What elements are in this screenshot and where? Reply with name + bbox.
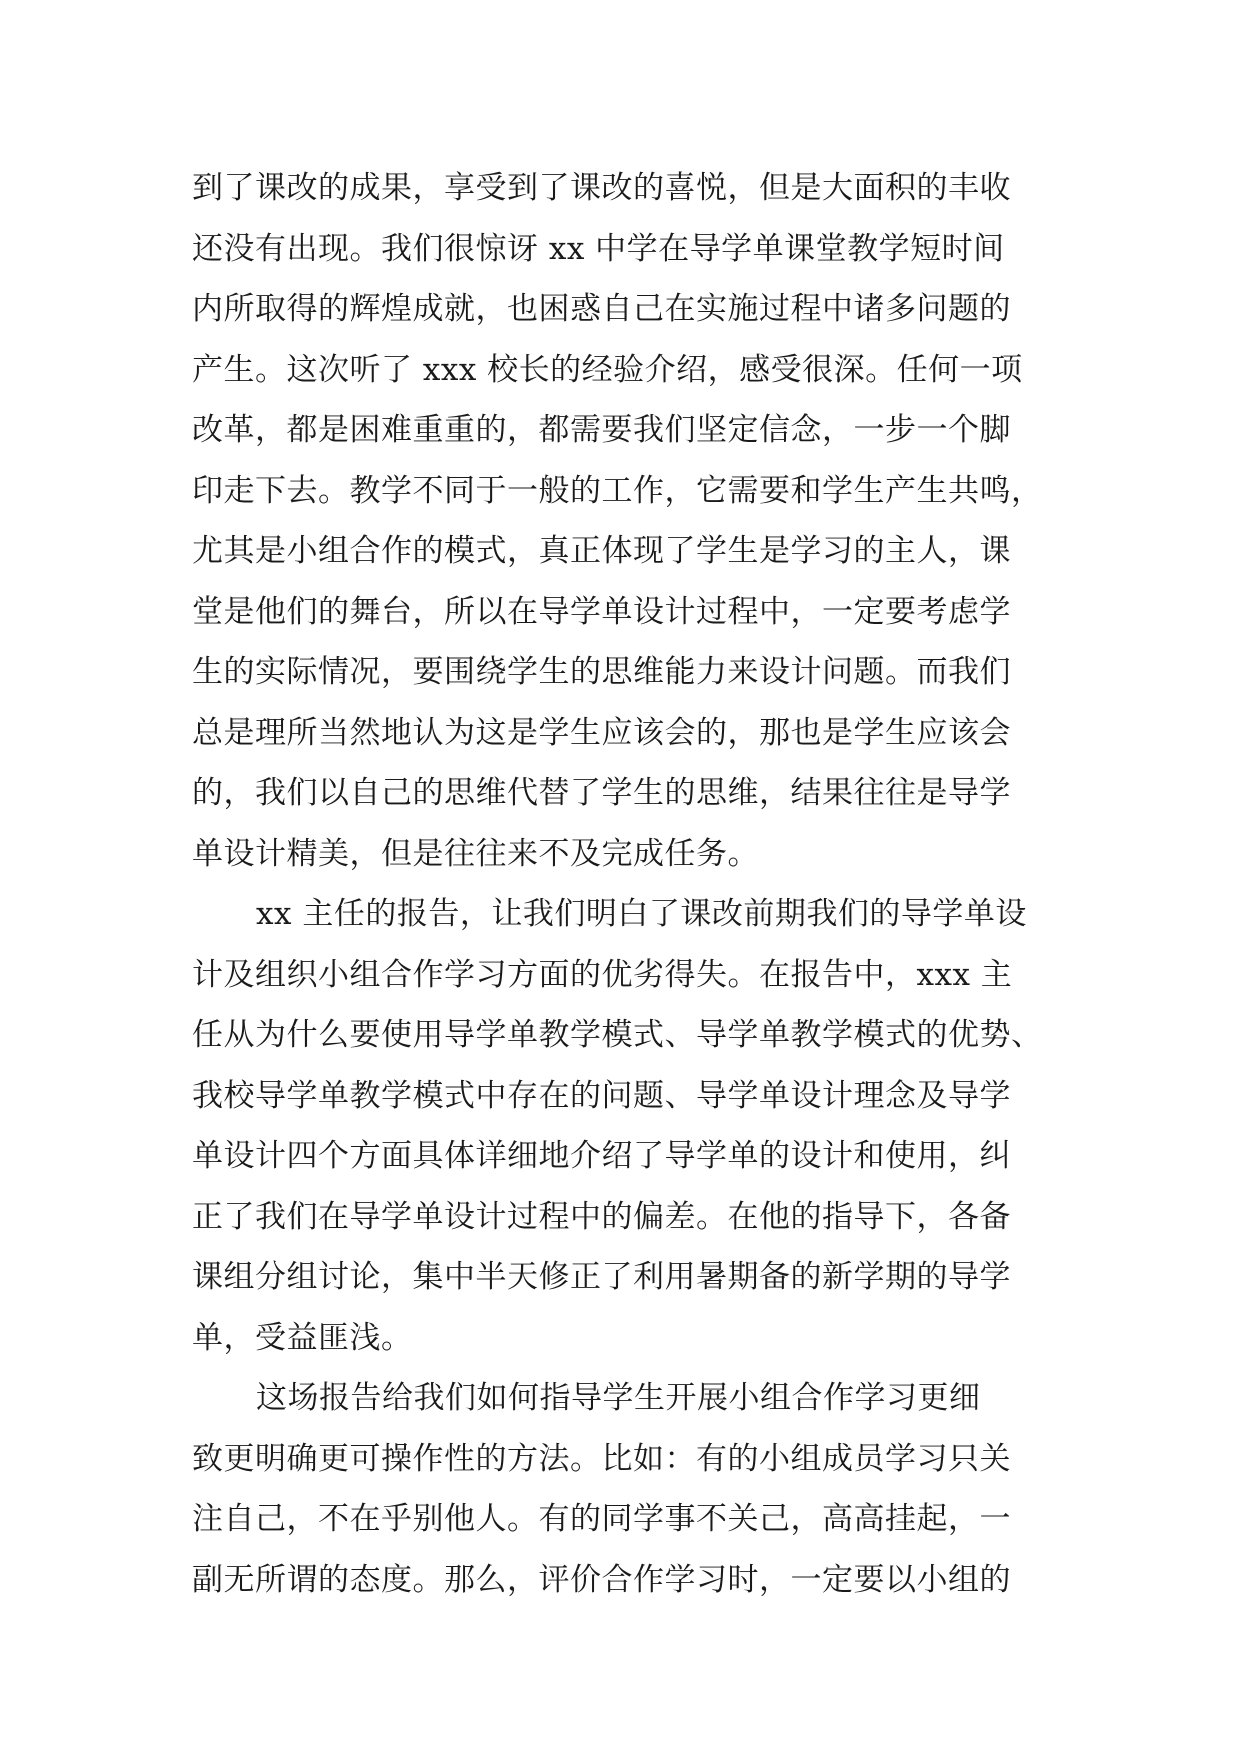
text-line: 单设计精美，但是往往来不及完成任务。 bbox=[192, 835, 759, 872]
text-line: 单，受益匪浅。 bbox=[192, 1319, 413, 1356]
text-line: 副无所谓的态度。那么，评价合作学习时，一定要以小组的 bbox=[192, 1561, 1011, 1598]
text-line: 单设计四个方面具体详细地介绍了导学单的设计和使用，纠 bbox=[192, 1138, 1011, 1174]
text-line: 总是理所当然地认为这是学生应该会的，那也是学生应该会 bbox=[192, 714, 1011, 751]
text-line: 课组分组讨论，集中半天修正了利用暑期备的新学期的导学 bbox=[192, 1259, 1011, 1295]
text-line: 我校导学单教学模式中存在的问题、导学单设计理念及导学 bbox=[192, 1077, 1011, 1114]
text-line: 生的实际情况，要围绕学生的思维能力来设计问题。而我们 bbox=[192, 654, 1011, 690]
text-line: 改革，都是困难重重的，都需要我们坚定信念，一步一个脚 bbox=[192, 412, 1011, 448]
text-line: 堂是他们的舞台，所以在导学单设计过程中，一定要考虑学 bbox=[192, 593, 1011, 630]
paragraph-2 bbox=[192, 884, 1052, 1368]
text-line: 正了我们在导学单设计过程中的偏差。在他的指导下，各备 bbox=[192, 1198, 1011, 1235]
text-line: 尤其是小组合作的模式，真正体现了学生是学习的主人，课 bbox=[192, 533, 1011, 569]
text-line: 到了课改的成果，享受到了课改的喜悦，但是大面积的丰收 bbox=[192, 170, 1011, 206]
text-line: 这场报告给我们如何指导学生开展小组合作学习更细 bbox=[256, 1380, 981, 1416]
text-line: 计及组织小组合作学习方面的优劣得失。在报告中，xxx 主 bbox=[192, 956, 1013, 993]
paragraph-1 bbox=[192, 158, 1052, 884]
text-line: 还没有出现。我们很惊讶 xx 中学在导学单课堂教学短时间 bbox=[192, 230, 1005, 267]
text-line: 内所取得的辉煌成就，也困惑自己在实施过程中诸多问题的 bbox=[192, 291, 1011, 327]
text-line: 的，我们以自己的思维代替了学生的思维，结果往往是导学 bbox=[192, 775, 1011, 811]
text-line: 印走下去。教学不同于一般的工作，它需要和学生产生共鸣， bbox=[192, 472, 1043, 509]
paragraph-3 bbox=[192, 1368, 1052, 1610]
body-text bbox=[192, 158, 1052, 1610]
text-line: 产生。这次听了 xxx 校长的经验介绍，感受很深。任何一项 bbox=[192, 351, 1023, 388]
text-line: 致更明确更可操作性的方法。比如：有的小组成员学习只关 bbox=[192, 1440, 1011, 1477]
text-line: 注自己，不在乎别他人。有的同学事不关己，高高挂起，一 bbox=[192, 1501, 1011, 1537]
text-line: xx 主任的报告，让我们明白了课改前期我们的导学单设 bbox=[256, 896, 1027, 932]
text-line: 任从为什么要使用导学单教学模式、导学单教学模式的优势、 bbox=[192, 1017, 1043, 1053]
